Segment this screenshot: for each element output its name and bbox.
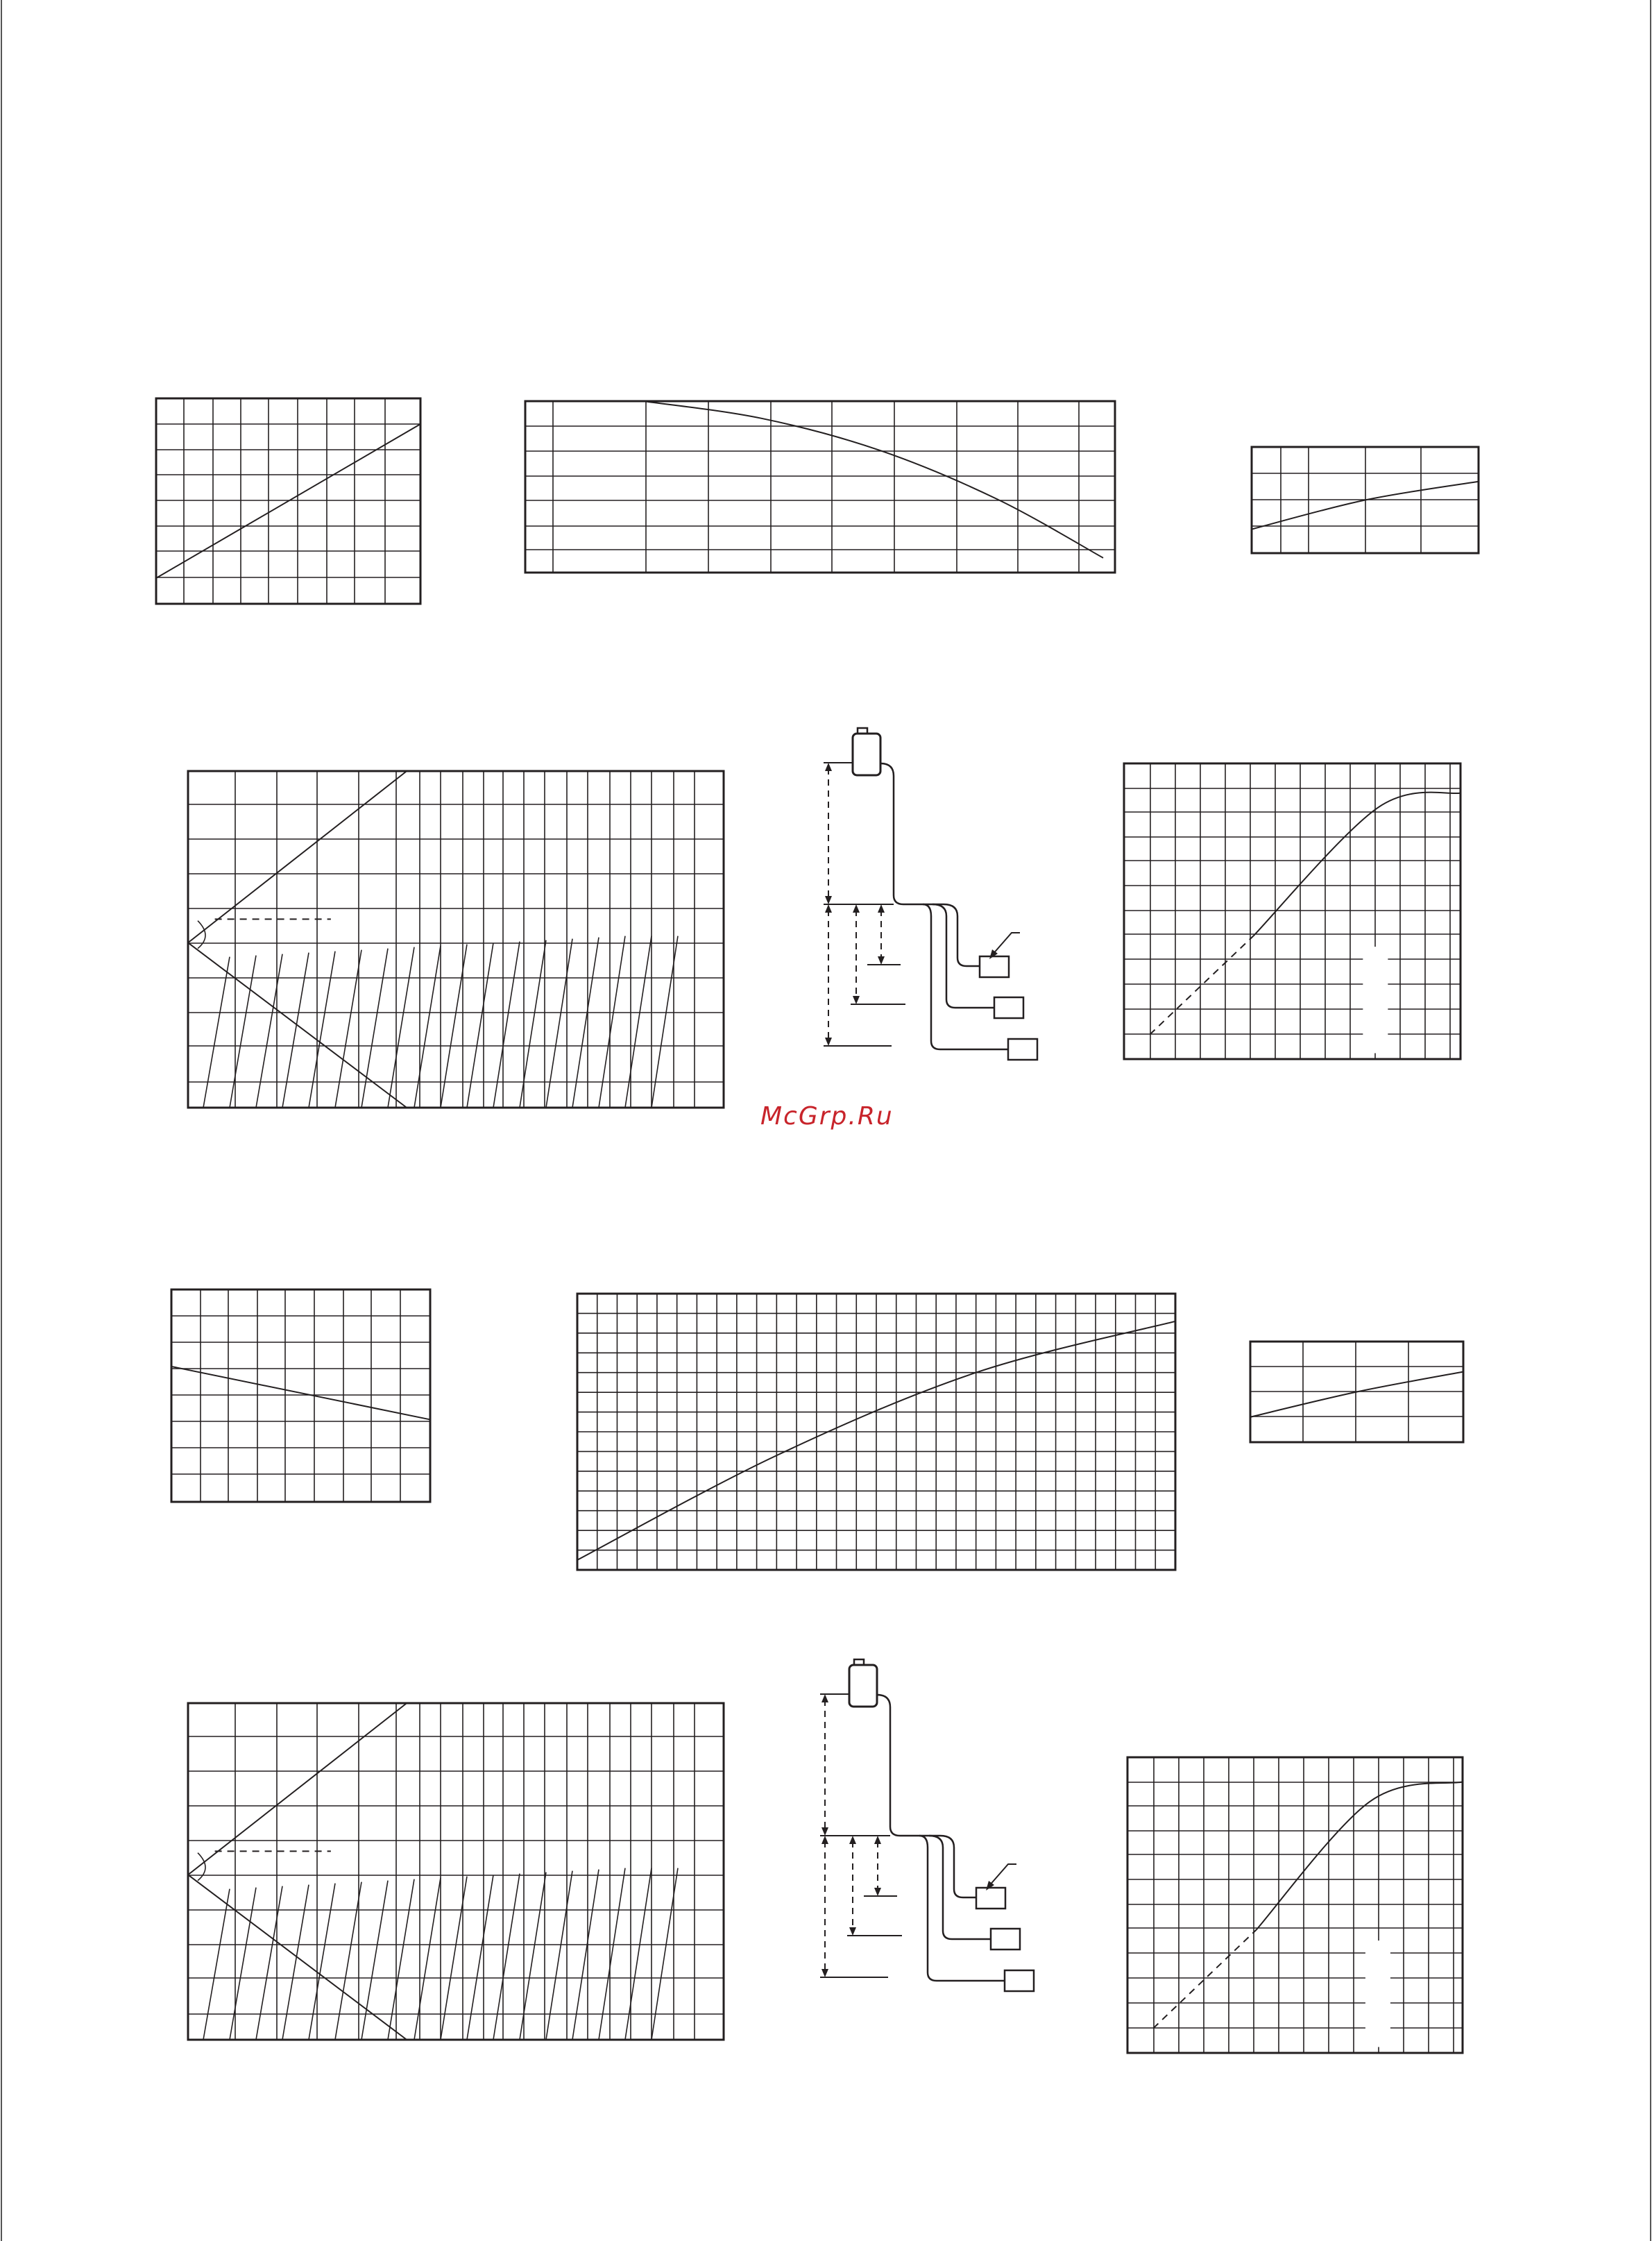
series-line-0 [643, 401, 1103, 558]
chart-1 [156, 398, 420, 604]
cable-branch-1 [944, 904, 980, 966]
chart-7 [577, 1294, 1175, 1570]
arrow [825, 896, 832, 904]
device-box-2 [991, 1929, 1020, 1950]
chart-frame [1127, 1757, 1463, 2053]
hatch-line-4 [309, 1884, 335, 2040]
chart-frame [171, 1289, 430, 1502]
device-box-3 [1005, 1970, 1034, 1991]
series-line-0 [171, 1367, 430, 1420]
chart-2 [525, 401, 1115, 573]
chart-10 [1127, 1757, 1463, 2053]
series-line-1 [1254, 793, 1461, 936]
arrow [821, 1694, 828, 1702]
hatch-line-10 [467, 1875, 493, 2040]
hatch-line-0 [203, 957, 230, 1108]
arrow [821, 1827, 828, 1836]
hatch-line-8 [414, 946, 441, 1108]
chart-frame [525, 401, 1115, 573]
arrow [849, 1836, 856, 1844]
device-box-1 [980, 956, 1009, 977]
hatch-line-2 [256, 954, 282, 1108]
mic-body [849, 1665, 877, 1707]
arrow [821, 1836, 828, 1844]
series-line-1 [188, 942, 407, 1108]
hatch-line-11 [493, 942, 520, 1108]
chart-frame [188, 1703, 724, 2040]
arrow [825, 763, 832, 771]
hatch-line-7 [388, 1879, 414, 2040]
chart-4 [188, 771, 724, 1108]
hatch-line-5 [335, 950, 361, 1108]
arrow [878, 904, 885, 913]
series-line-0 [156, 424, 420, 578]
mic-body [853, 734, 880, 775]
label-gap [1363, 947, 1388, 1053]
arrow [874, 1836, 881, 1844]
hatch-line-11 [493, 1874, 520, 2040]
mounting-diagram-top [824, 728, 1037, 1060]
charts-layer [156, 398, 1479, 2053]
arrow [853, 996, 860, 1004]
leader-line [992, 933, 1020, 955]
watermark-text: McGrp.Ru [760, 1102, 894, 1131]
mic-cable [880, 763, 944, 904]
chart-frame [188, 771, 724, 1108]
arrow [825, 1038, 832, 1046]
hatch-line-2 [256, 1886, 282, 2040]
hatch-line-7 [388, 947, 414, 1108]
hatch-line-10 [467, 943, 493, 1108]
device-box-1 [976, 1888, 1005, 1909]
chart-frame [1124, 763, 1461, 1059]
hatch-line-4 [309, 952, 335, 1108]
device-box-2 [994, 997, 1023, 1018]
arrow [874, 1888, 881, 1896]
hatch-line-0 [203, 1889, 230, 2040]
chart-3 [1252, 447, 1479, 553]
cable-branch-1 [940, 1836, 976, 1897]
chart-8 [1250, 1342, 1463, 1442]
series-line-1 [1257, 1782, 1463, 1930]
arrow [849, 1927, 856, 1936]
label-gap [1365, 1940, 1390, 2047]
arrow [825, 904, 832, 913]
arrow [821, 1969, 828, 1977]
mounting-diagram-bottom [820, 1659, 1034, 1991]
mic-cable [877, 1695, 940, 1836]
device-box-3 [1008, 1039, 1037, 1060]
series-line-0 [1153, 1930, 1257, 2029]
arrow [878, 956, 885, 965]
hatch-line-8 [414, 1878, 441, 2040]
hatch-line-5 [335, 1882, 361, 2040]
chart-5 [1124, 763, 1461, 1059]
chart-6 [171, 1289, 430, 1502]
series-line-0 [188, 1703, 407, 1875]
series-line-0 [188, 771, 407, 942]
arrow [853, 904, 860, 913]
leader-line [989, 1864, 1016, 1886]
series-line-0 [1250, 1372, 1463, 1417]
chart-9 [188, 1703, 724, 2040]
series-line-0 [1150, 936, 1253, 1035]
series-line-1 [188, 1875, 407, 2040]
